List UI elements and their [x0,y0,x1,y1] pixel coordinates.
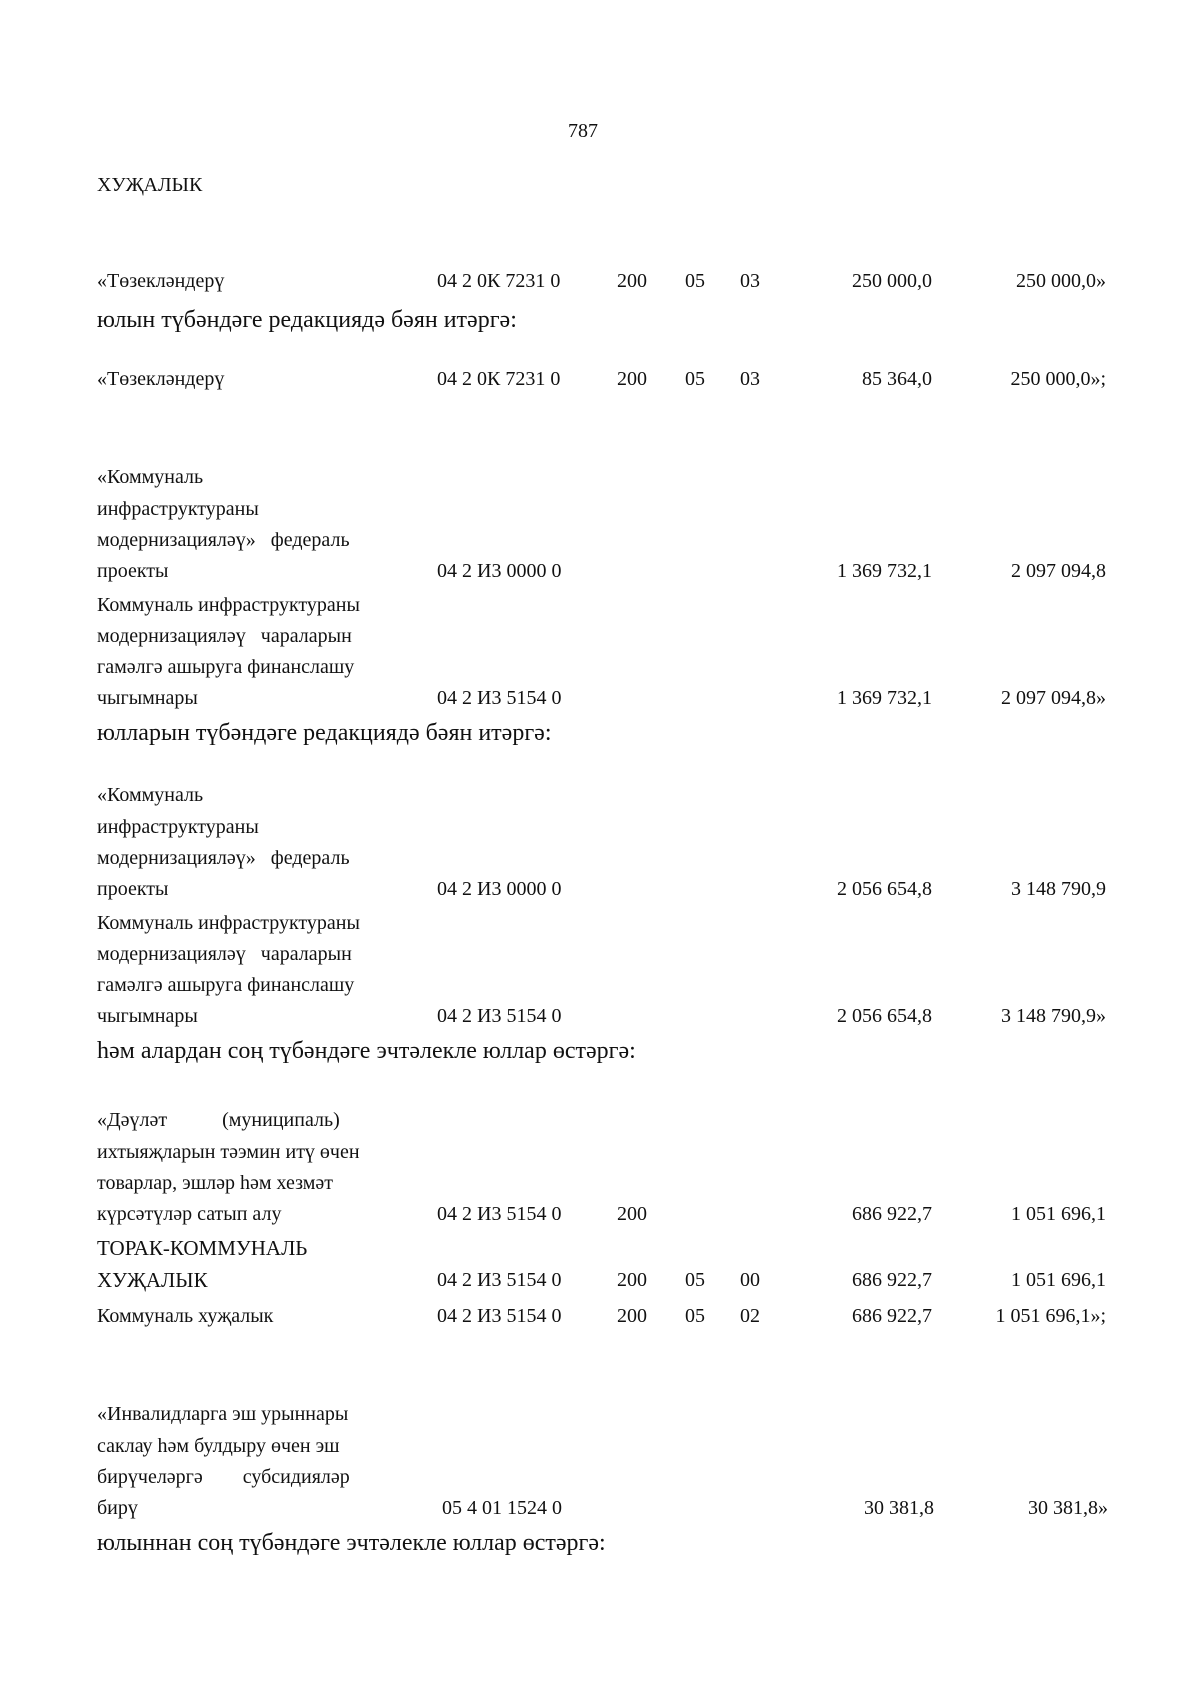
row-value-1: 1 369 732,1 [837,560,932,582]
row-name-line: саклау һәм булдыру өчен эш [97,1435,340,1457]
row-name-line: «Дәүләт (муниципаль) [97,1109,340,1131]
row-value-1: 2 056 654,8 [837,1005,932,1027]
row-name-line: ХУҖАЛЫК [97,1268,208,1292]
row-code: 04 2 0К 7231 0 [437,368,561,390]
row-code: 04 2 И3 5154 0 [437,1269,562,1291]
row-value-1: 2 056 654,8 [837,878,932,900]
row-value-1: 250 000,0 [852,270,932,292]
row-value-1: 1 369 732,1 [837,687,932,709]
row-rz: 05 [685,368,705,390]
row-name-line: «Коммуналь [97,784,204,806]
row-code: 04 2 0К 7231 0 [437,270,561,292]
row-value-2: 30 381,8» [1028,1497,1108,1519]
row-vr: 200 [617,368,647,390]
section-heading: ХУҖАЛЫК [97,174,203,196]
row-code: 04 2 И3 5154 0 [437,1005,562,1027]
row-name-line: инфраструктураны [97,816,259,838]
row-name: Коммуналь хуҗалык [97,1305,274,1327]
row-value-1: 686 922,7 [852,1203,932,1225]
row-name-line: «Коммуналь [97,466,204,488]
row-code: 04 2 И3 0000 0 [437,878,562,900]
row-vr: 200 [617,270,647,292]
row-name-line: «Инвалидларга эш урыннары [97,1403,349,1425]
row-rz: 05 [685,1305,705,1327]
row-name-line: модернизацияләү» федераль [97,847,350,869]
row-pr: 00 [740,1269,760,1291]
row-name-line: ТОРАК-КОММУНАЛЬ [97,1236,308,1260]
row-value-2: 250 000,0» [1016,270,1106,292]
row-name-line: ихтыяҗларын тәэмин итү өчен [97,1141,360,1163]
row-code: 04 2 И3 0000 0 [437,560,562,582]
row-value-1: 85 364,0 [862,368,932,390]
row-value-2: 2 097 094,8» [1001,687,1106,709]
row-name-line: чыгымнары [97,687,198,709]
row-name: «Төзекләндерү [97,270,225,292]
row-value-2: 3 148 790,9 [1011,878,1106,900]
row-name-line: проекты [97,878,169,900]
row-value-2: 1 051 696,1 [1011,1203,1106,1225]
row-value-1: 686 922,7 [852,1269,932,1291]
instruction-text: юлыннан соң түбәндәге эчтәлекле юллар өстәргә: [97,1530,606,1556]
row-value-2: 250 000,0»; [1010,368,1106,390]
row-value-2: 1 051 696,1 [1011,1269,1106,1291]
instruction-text: юлларын түбәндәге редакциядә бәян итәргә: [97,720,552,746]
row-value-1: 686 922,7 [852,1305,932,1327]
row-name-line: чыгымнары [97,1005,198,1027]
row-value-2: 3 148 790,9» [1001,1005,1106,1027]
row-pr: 03 [740,368,760,390]
row-name-line: модернизацияләү чараларын [97,943,352,965]
row-code: 05 4 01 1524 0 [442,1497,562,1519]
row-vr: 200 [617,1305,647,1327]
row-name-line: бирү [97,1497,138,1519]
row-pr: 02 [740,1305,760,1327]
row-name-line: күрсәтүләр сатып алу [97,1203,282,1225]
row-name-line: гамәлгә ашыруга финанслашу [97,974,355,996]
row-rz: 05 [685,270,705,292]
row-name: «Төзекләндерү [97,368,225,390]
row-value-2: 2 097 094,8 [1011,560,1106,582]
row-name-line: модернизацияләү чараларын [97,625,352,647]
row-name-line: бирүчеләргә субсидияләр [97,1466,350,1488]
row-name-line: проекты [97,560,169,582]
row-code: 04 2 И3 5154 0 [437,1305,562,1327]
instruction-text: юлын түбәндәге редакциядә бәян итәргә: [97,307,517,333]
instruction-text: һәм алардан соң түбәндәге эчтәлекле юллар өстәргә: [97,1038,636,1064]
row-name-line: гамәлгә ашыруга финанслашу [97,656,355,678]
row-name-line: Коммуналь инфраструктураны [97,912,360,934]
row-value-2: 1 051 696,1»; [995,1305,1106,1327]
row-vr: 200 [617,1269,647,1291]
row-name-line: товарлар, эшләр һәм хезмәт [97,1172,334,1194]
row-pr: 03 [740,270,760,292]
page-number: 787 [568,120,598,142]
row-name-line: Коммуналь инфраструктураны [97,594,360,616]
row-value-1: 30 381,8 [864,1497,934,1519]
row-rz: 05 [685,1269,705,1291]
row-name-line: модернизацияләү» федераль [97,529,350,551]
row-code: 04 2 И3 5154 0 [437,1203,562,1225]
row-vr: 200 [617,1203,647,1225]
row-name-line: инфраструктураны [97,498,259,520]
row-code: 04 2 И3 5154 0 [437,687,562,709]
